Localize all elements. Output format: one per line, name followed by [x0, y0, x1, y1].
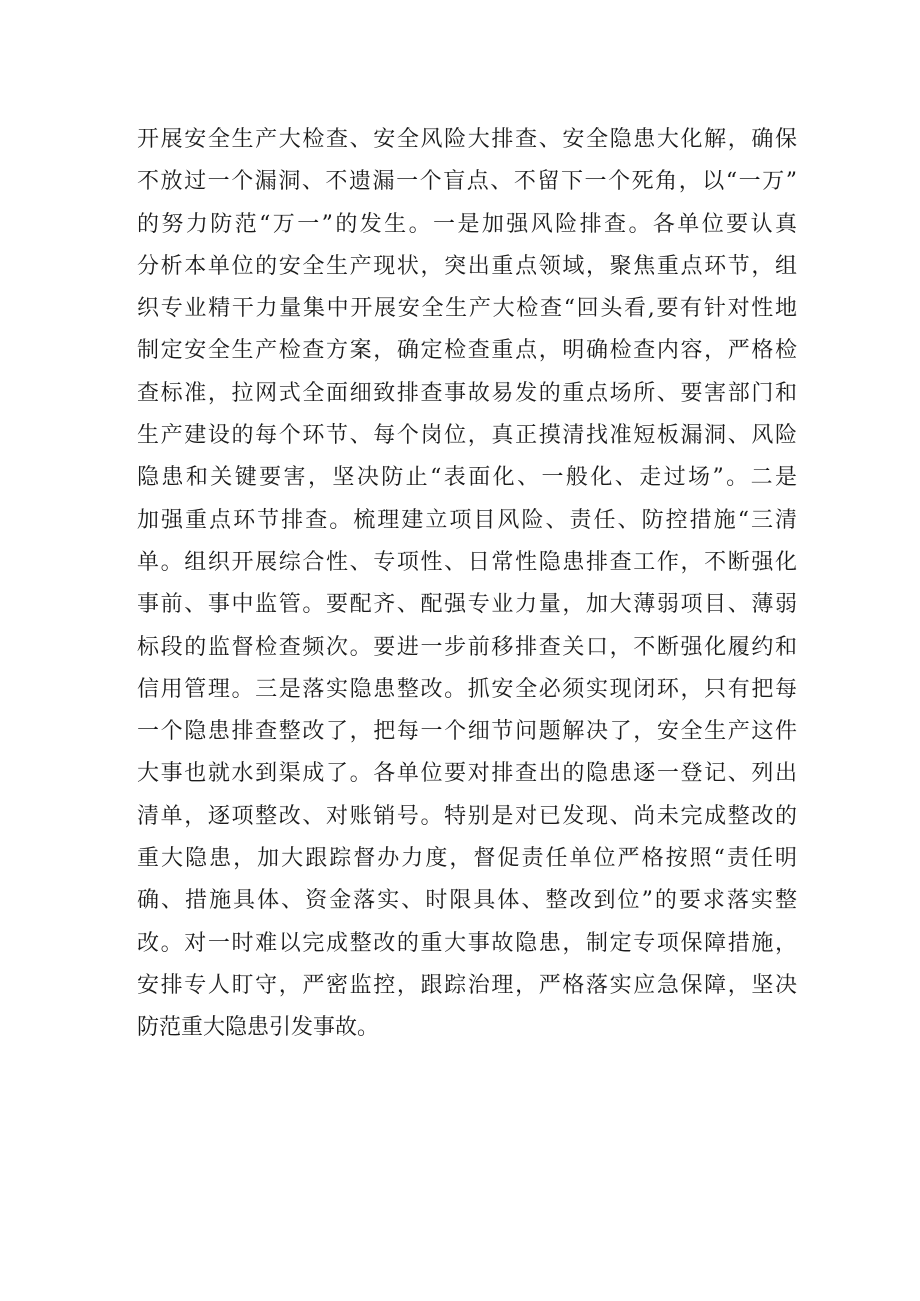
text-line: 织专业精干力量集中开展安全生产大检查“回头看,要有针对性地 [137, 296, 797, 322]
text-line: 清单，逐项整改、对账销号。特别是对已发现、尚未完成整改的 [137, 803, 797, 829]
text-line: 一个隐患排查整改了，把每一个细节问题解决了，安全生产这件 [137, 719, 797, 745]
text-line: 制定安全生产检查方案，确定检查重点，明确检查内容，严格检 [137, 338, 797, 364]
text-line: 隐患和关键要害，坚决防止“表面化、一般化、走过场”。二是 [137, 465, 797, 491]
text-line: 加强重点环节排查。梳理建立项目风险、责任、防控措施“三清 [137, 507, 797, 533]
body-paragraph [137, 119, 797, 1050]
text-line: 查标准，拉网式全面细致排查事故易发的重点场所、要害部门和 [137, 380, 797, 406]
text-line: 不放过一个漏洞、不遗漏一个盲点、不留下一个死角，以“一万” [137, 169, 797, 195]
text-line: 生产建设的每个环节、每个岗位，真正摸清找准短板漏洞、风险 [137, 423, 797, 449]
text-line: 重大隐患，加大跟踪督办力度，督促责任单位严格按照“责任明 [137, 846, 797, 872]
text-line: 改。对一时难以完成整改的重大事故隐患，制定专项保障措施， [137, 930, 797, 956]
text-line: 开展安全生产大检查、安全风险大排查、安全隐患大化解，确保 [137, 127, 797, 152]
text-line: 安排专人盯守，严密监控，跟踪治理，严格落实应急保障，坚决 [137, 972, 797, 998]
text-line: 确、措施具体、资金落实、时限具体、整改到位”的要求落实整 [137, 888, 797, 914]
text-line: 的努力防范“万一”的发生。一是加强风险排查。各单位要认真 [137, 211, 797, 237]
text-line: 大事也就水到渠成了。各单位要对排查出的隐患逐一登记、列出 [137, 761, 797, 787]
text-line: 防范重大隐患引发事故。 [137, 1015, 380, 1041]
text-line: 单。组织开展综合性、专项性、日常性隐患排查工作，不断强化 [137, 549, 797, 575]
text-line: 标段的监督检查频次。要进一步前移排查关口，不断强化履约和 [137, 634, 797, 660]
text-line: 分析本单位的安全生产现状，突出重点领域，聚焦重点环节，组 [137, 253, 797, 279]
text-line: 事前、事中监管。要配齐、配强专业力量，加大薄弱项目、薄弱 [137, 592, 797, 618]
text-line: 信用管理。三是落实隐患整改。抓安全必须实现闭环，只有把每 [137, 676, 797, 702]
